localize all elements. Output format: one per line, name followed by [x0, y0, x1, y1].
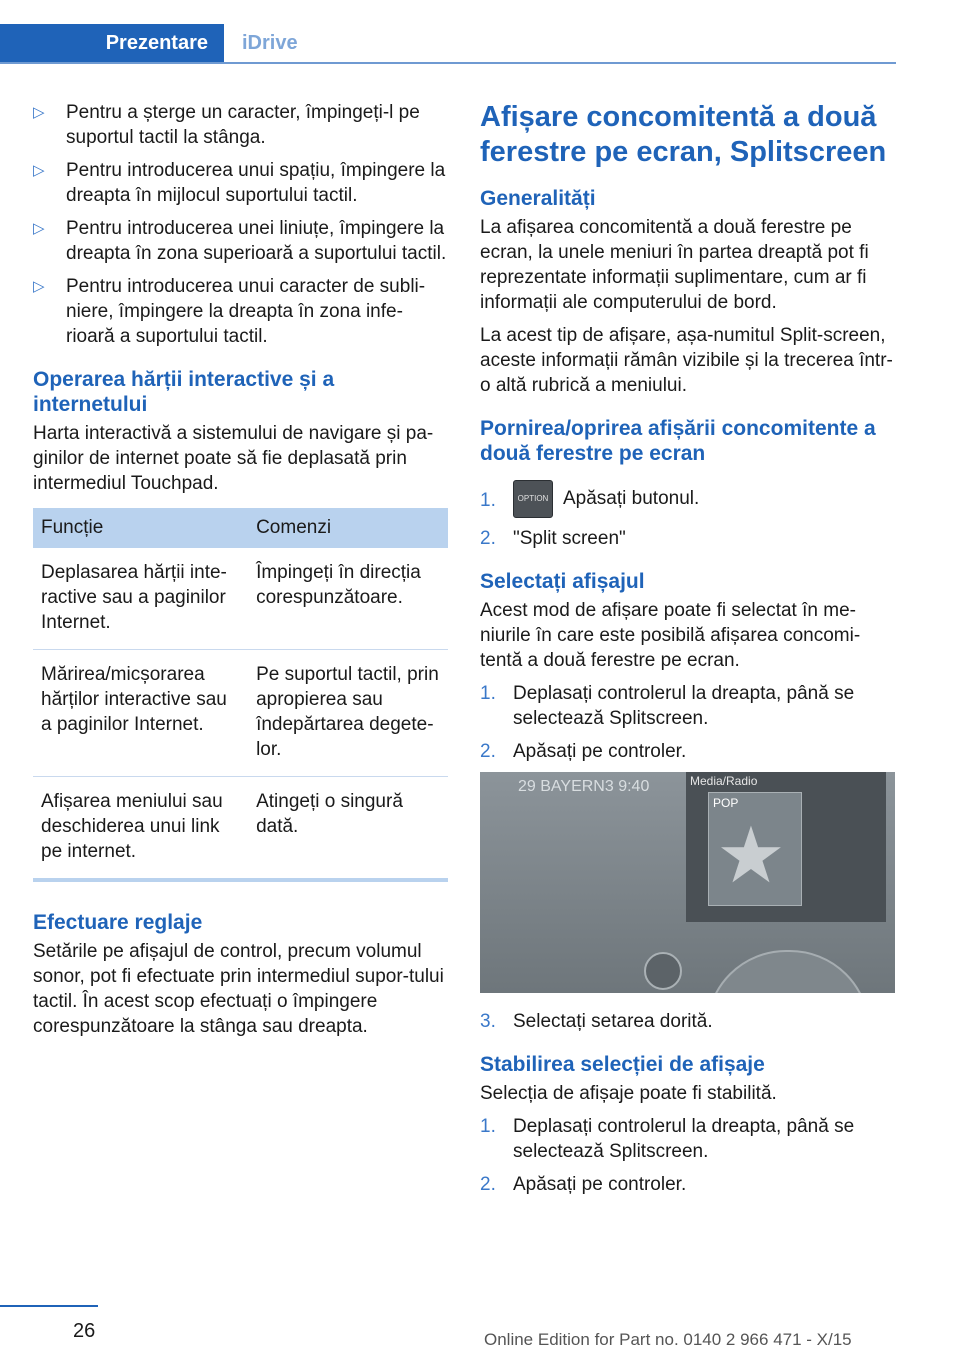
screen-pop-label: POP — [713, 796, 739, 810]
star-icon: ★ — [716, 811, 786, 899]
bullet-item — [33, 100, 448, 150]
page-title: Afișare concomitentă a două ferestre pe ecran, Splitscreen — [480, 101, 887, 168]
tab-prezentare[interactable]: Prezentare — [0, 24, 224, 62]
right-column — [480, 100, 896, 1205]
table-row — [33, 777, 448, 881]
table-cell: Atingeți o singură dată. — [248, 777, 448, 881]
step-text: Deplasați controlerul la dreapta, până se selectează Splitscreen. — [513, 683, 855, 729]
bullet-item — [33, 274, 448, 349]
step-number: 2. — [480, 528, 496, 549]
step-text: Apăsați butonul. — [563, 488, 700, 510]
table-cell: Afișarea meniului sau deschiderea unui link pe internet. — [33, 777, 248, 881]
step-item — [480, 681, 896, 731]
footer-rule — [0, 1305, 98, 1307]
table-cell: Mărirea/micșorarea hărților interactive sau a paginilor Internet. — [33, 650, 248, 777]
table-header-row — [33, 508, 448, 548]
bullet-text: Pentru introducerea unui caracter de subli-niere, împingere la dreapta în zona infe-rioară a suportului tactil. — [66, 276, 426, 347]
page-number: 26 — [73, 1320, 96, 1342]
triangle-bullet-icon: ▷ — [33, 278, 45, 295]
fix-text: Selecția de afișaje poate fi stabilită. — [480, 1083, 777, 1104]
bullet-item — [33, 158, 448, 208]
section-title-settings: Efectuare reglaje — [33, 911, 203, 934]
step-text: Selectați setarea dorită. — [513, 1011, 713, 1032]
table-row — [33, 548, 448, 650]
section-title-toggle: Pornirea/oprirea afișării concomitente a două ferestre pe ecran — [480, 417, 876, 465]
tab-idrive[interactable]: iDrive — [242, 32, 298, 54]
table-cell: Pe suportul tactil, prin apropierea sau îndepărtarea degete-lor. — [248, 650, 448, 777]
bullet-text: Pentru a șterge un caracter, împingeți-l pe suportul tactil la stânga. — [66, 102, 420, 148]
step-text: "Split screen" — [513, 528, 626, 549]
instrument-dial — [706, 950, 870, 993]
section-title-select: Selectați afișajul — [480, 570, 645, 593]
bullet-text: Pentru introducerea unui spațiu, împingere la dreapta în mijlocul suportului tactil. — [66, 160, 446, 206]
table-row — [33, 650, 448, 777]
step-number: 1. — [480, 683, 496, 704]
bullet-text: Pentru introducerea unei liniuțe, împingere la dreapta în zona superioară a suportului tactil. — [66, 218, 447, 264]
section-title-map: Operarea hărții interactive și a internetului — [33, 368, 335, 416]
select-text: Acest mod de afișare poate fi selectat în me-niurile în care este posibilă afișarea concomi-tentă a două ferestre pe ecran. — [480, 600, 861, 671]
table-cell: Împingeți în direcția corespunzătoare. — [248, 548, 448, 650]
option-button-icon: OPTION — [513, 480, 553, 518]
table-cell: Deplasarea hărții inte-ractive sau a paginilor Internet. — [33, 548, 248, 650]
step-text: Apăsați pe controler. — [513, 1174, 687, 1195]
controller-knob — [644, 952, 682, 990]
section-title-fix: Stabilirea selecției de afișaje — [480, 1053, 765, 1076]
commands-table — [33, 508, 448, 882]
general-paragraph-2: La acest tip de afișare, așa-numitul Split-screen, aceste informații rămân vizibile și la trecerea într-o altă rubrică a meniului. — [480, 325, 893, 396]
triangle-bullet-icon: ▷ — [33, 220, 45, 237]
step-number: 1. — [480, 1116, 496, 1137]
step-item — [480, 1172, 896, 1197]
splitscreen-illustration — [480, 772, 895, 993]
step-number: 2. — [480, 1174, 496, 1195]
section-text-settings: Setările pe afișajul de control, precum volumul sonor, pot fi efectuate prin intermediul supor-tului tactil. În acest scop efectuați o împingere corespunzătoare la stânga sau dreapta. — [33, 941, 444, 1037]
screen-media-label: Media/Radio — [690, 774, 758, 788]
step-item — [480, 526, 896, 551]
step-number: 1. — [480, 490, 496, 511]
step-text: Apăsați pe controler. — [513, 741, 687, 762]
step-number: 3. — [480, 1011, 496, 1032]
general-paragraph-1: La afișarea concomitentă a două ferestre pe ecran, la unele meniuri în partea dreaptă pot fi reprezentate informații suplimentare, cum ar fi informații ale computerului de bord. — [480, 217, 869, 313]
step-item — [480, 1009, 896, 1034]
step-item — [480, 480, 896, 518]
header-tabbar — [0, 24, 896, 64]
section-title-general: Generalități — [480, 187, 596, 210]
bullet-item — [33, 216, 448, 266]
footer-edition: Online Edition for Part no. 0140 2 966 471 - X/15 — [484, 1330, 852, 1349]
triangle-bullet-icon: ▷ — [33, 162, 45, 179]
table-header-function: Funcție — [33, 508, 248, 548]
left-column — [33, 100, 448, 1047]
section-text-map: Harta interactivă a sistemului de navigare și pa-ginilor de internet poate să fie deplasată prin intermediul Touchpad. — [33, 423, 434, 494]
step-item — [480, 739, 896, 764]
screen-status-text: 29 BAYERN3 9:40 — [518, 778, 650, 795]
step-text: Deplasați controlerul la dreapta, până se selectează Splitscreen. — [513, 1116, 855, 1162]
step-number: 2. — [480, 741, 496, 762]
triangle-bullet-icon: ▷ — [33, 104, 45, 121]
step-item — [480, 1114, 896, 1164]
table-header-commands: Comenzi — [248, 508, 448, 548]
